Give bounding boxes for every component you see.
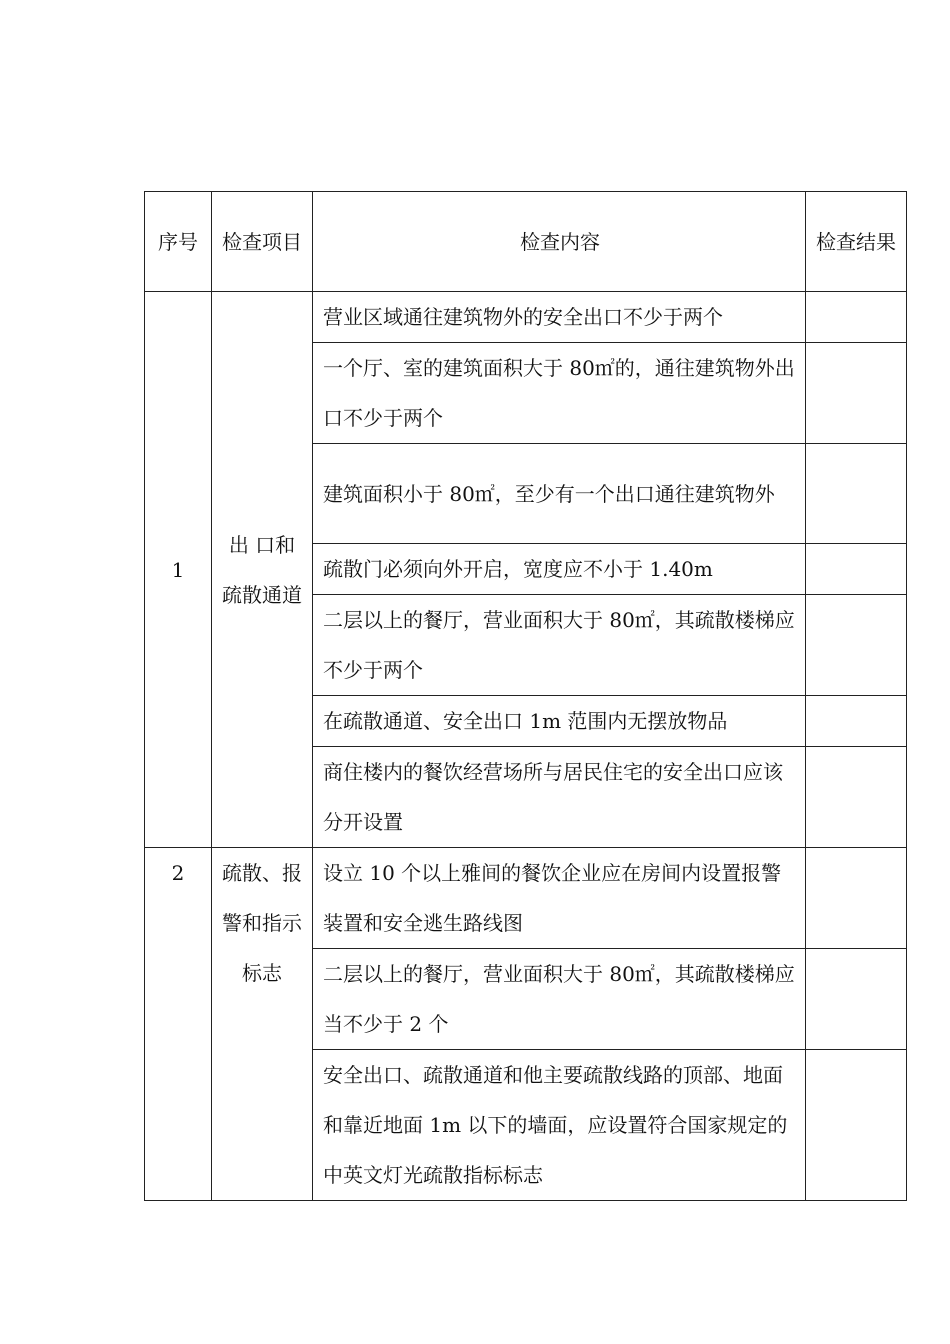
content-cell xyxy=(313,747,806,848)
header-row xyxy=(145,192,907,292)
content-cell xyxy=(313,1050,806,1201)
header-result-text: 检查结果 xyxy=(816,229,896,254)
result-cell[interactable] xyxy=(806,595,907,696)
content-text: 商住楼内的餐饮经营场所与居民住宅的安全出口应该分开设置 xyxy=(323,760,783,834)
content-cell xyxy=(313,292,806,343)
group-no: 2 xyxy=(145,848,212,1201)
header-item xyxy=(212,192,313,292)
header-content: 检查内容 xyxy=(313,192,806,292)
header-item-text: 检查项目 xyxy=(222,229,302,254)
result-cell[interactable] xyxy=(806,1050,907,1201)
group-item-text: 出 口和疏散通道 xyxy=(222,532,302,607)
content-text: 疏散门必须向外开启，宽度应不小于 1.40m xyxy=(323,557,713,581)
content-text: 建筑面积小于 80㎡，至少有一个出口通往建筑物外 xyxy=(323,481,775,506)
result-cell[interactable] xyxy=(806,848,907,949)
content-text: 一个厅、室的建筑面积大于 80㎡的，通往建筑物外出口不少于两个 xyxy=(323,356,795,430)
result-cell[interactable] xyxy=(806,343,907,444)
header-no: 序号 xyxy=(145,192,212,292)
group-item xyxy=(212,848,313,1201)
result-cell[interactable] xyxy=(806,444,907,544)
content-cell xyxy=(313,343,806,444)
content-text: 设立 10 个以上雅间的餐饮企业应在房间内设置报警装置和安全逃生路线图 xyxy=(323,861,782,935)
content-cell xyxy=(313,696,806,747)
group-no: 1 xyxy=(145,292,212,848)
header-result xyxy=(806,192,907,292)
result-cell[interactable] xyxy=(806,544,907,595)
table-row xyxy=(145,848,907,949)
content-cell xyxy=(313,848,806,949)
content-cell xyxy=(313,544,806,595)
result-cell[interactable] xyxy=(806,949,907,1050)
table-row xyxy=(145,292,907,343)
content-text: 二层以上的餐厅，营业面积大于 80㎡，其疏散楼梯应当不少于 2 个 xyxy=(323,962,795,1036)
result-cell[interactable] xyxy=(806,292,907,343)
content-text: 营业区域通往建筑物外的安全出口不少于两个 xyxy=(323,305,723,329)
content-text: 二层以上的餐厅，营业面积大于 80㎡，其疏散楼梯应不少于两个 xyxy=(323,608,795,682)
content-cell xyxy=(313,444,806,544)
group-item-text: 疏散、报警和指示标志 xyxy=(222,861,302,985)
content-text: 在疏散通道、安全出口 1m 范围内无摆放物品 xyxy=(323,709,728,733)
inspection-table xyxy=(144,191,907,1201)
group-item xyxy=(212,292,313,848)
content-cell xyxy=(313,949,806,1050)
result-cell[interactable] xyxy=(806,747,907,848)
content-cell xyxy=(313,595,806,696)
result-cell[interactable] xyxy=(806,696,907,747)
content-text: 安全出口、疏散通道和他主要疏散线路的顶部、地面和靠近地面 1m 以下的墙面，应设置符合国家规定的中英文灯光疏散指标标志 xyxy=(323,1063,788,1187)
